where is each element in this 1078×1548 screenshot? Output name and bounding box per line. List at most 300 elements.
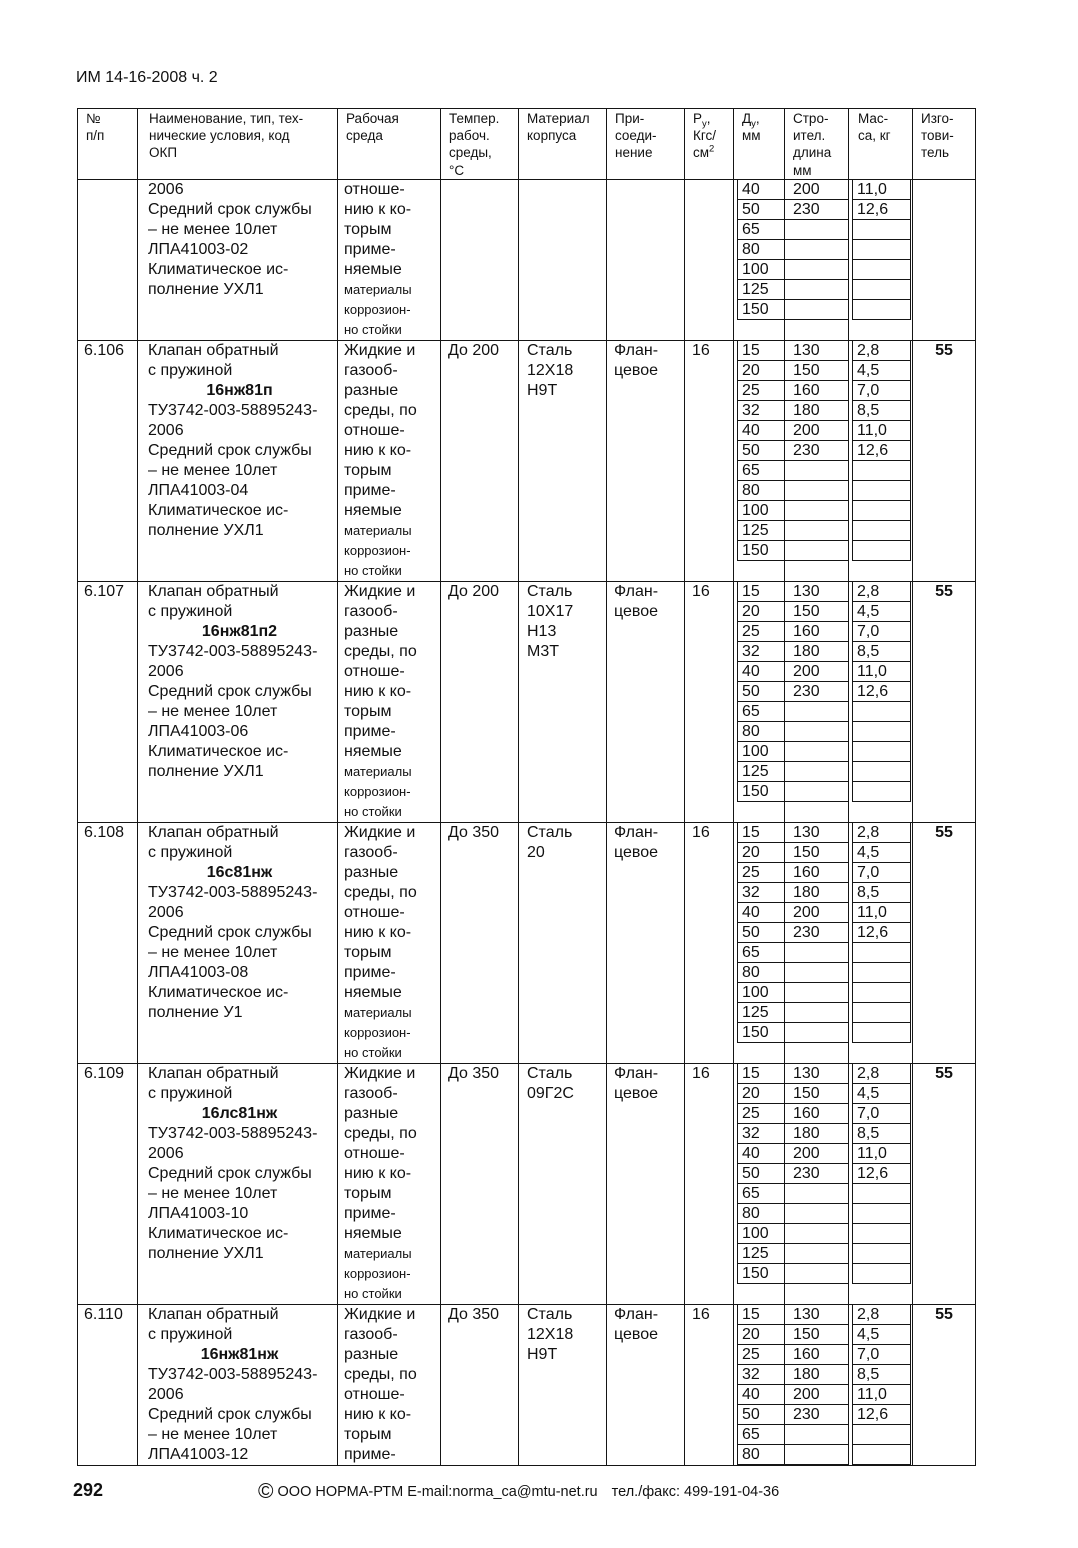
build-length-value: 150	[785, 602, 848, 622]
item-title-line: Клапан обратный	[148, 823, 279, 841]
item-model: 16нж81нж	[200, 1345, 279, 1363]
mass-value	[852, 260, 911, 280]
build-length-value: 160	[785, 1104, 848, 1124]
nominal-diameter-value: 150	[737, 541, 784, 561]
working-medium-line: няемые	[344, 260, 402, 278]
mass-value: 4,5	[852, 602, 911, 622]
item-detail-line: 2006	[148, 180, 184, 198]
working-medium-line: материалы	[344, 1245, 412, 1261]
working-medium-line: но стойки	[344, 321, 402, 337]
organization-name: ООО НОРМА-РТМ	[277, 1484, 404, 1500]
working-medium-line: коррозион-	[344, 542, 411, 558]
nominal-diameter-value: 80	[737, 1445, 784, 1465]
header-text-line: нические условия, код	[149, 128, 290, 144]
item-detail-line: ЛПА41003-08	[148, 963, 249, 981]
working-medium-line: отноше-	[344, 1385, 405, 1403]
pressure-subscript: у	[702, 118, 707, 130]
body-material-line: 12Х18	[527, 1325, 574, 1343]
build-length-value	[785, 280, 848, 300]
pressure-comma: ,	[706, 111, 711, 126]
connection-type-line: цевое	[614, 843, 658, 861]
item-detail-line: Климатическое ис-	[148, 260, 289, 278]
nominal-diameter-value: 25	[737, 863, 784, 883]
item-number: 6.107	[84, 582, 125, 600]
item-detail-line: 2006	[148, 1144, 184, 1162]
mass-value: 2,8	[852, 823, 911, 843]
item-description-cell	[138, 581, 338, 822]
pressure-cell	[685, 1304, 734, 1465]
header-text-line	[742, 110, 784, 130]
item-detail-line: ЛПА41003-12	[148, 1445, 249, 1463]
mass-value: 12,6	[852, 200, 911, 220]
manufacturer-code: 55	[935, 1305, 953, 1323]
mass-value	[852, 722, 911, 742]
item-model: 16с81нж	[206, 863, 273, 881]
build-length-value	[785, 541, 848, 561]
build-length-value	[785, 481, 848, 501]
header-build-length	[785, 109, 849, 180]
manufacturer-cell	[913, 179, 976, 340]
build-length-value: 230	[785, 682, 848, 702]
mass-value	[852, 943, 911, 963]
temperature-cell	[441, 581, 519, 822]
item-title-line: Клапан обратный	[148, 1305, 279, 1323]
pressure-cell	[685, 822, 734, 1063]
build-length-value	[785, 220, 848, 240]
working-medium-line: нию к ко-	[344, 1164, 412, 1182]
build-length-value	[785, 260, 848, 280]
manufacturer-cell	[913, 340, 976, 581]
mass-value: 2,8	[852, 582, 911, 602]
pressure-value: 16	[692, 1064, 710, 1082]
nominal-diameter-value: 100	[737, 742, 784, 762]
build-length-value	[785, 702, 848, 722]
item-detail-line: 2006	[148, 1385, 184, 1403]
nominal-diameter-value: 65	[737, 702, 784, 722]
header-text-line: среды,	[449, 145, 492, 161]
build-length-value	[785, 722, 848, 742]
item-detail-line: Климатическое ис-	[148, 1224, 289, 1242]
pressure-cell	[685, 179, 734, 340]
header-text-line: нение	[615, 145, 653, 161]
nominal-diameter-cell	[734, 179, 785, 340]
working-medium-line: приме-	[344, 240, 396, 258]
nominal-diameter-value: 50	[737, 441, 784, 461]
working-medium-line: материалы	[344, 1004, 412, 1020]
mass-value: 7,0	[852, 1345, 911, 1365]
item-title-line: с пружиной	[148, 361, 233, 379]
working-medium-line: коррозион-	[344, 1024, 411, 1040]
pressure-unit: см	[693, 145, 710, 161]
item-title-line: с пружиной	[148, 1084, 233, 1102]
build-length-value	[785, 1003, 848, 1023]
nominal-diameter-value: 125	[737, 280, 784, 300]
header-connection	[607, 109, 685, 180]
nominal-diameter-value: 40	[737, 180, 784, 200]
working-medium-line: газооб-	[344, 361, 398, 379]
pressure-value: 16	[692, 582, 710, 600]
build-length-value: 230	[785, 923, 848, 943]
connection-type-cell	[607, 1063, 685, 1304]
body-material-line: 12Х18	[527, 361, 574, 379]
temperature-cell	[441, 179, 519, 340]
temperature-value: До 350	[448, 1064, 500, 1082]
manufacturer-cell	[913, 581, 976, 822]
mass-cell	[849, 179, 913, 340]
mass-value: 8,5	[852, 883, 911, 903]
diameter-subscript: у	[751, 118, 756, 130]
nominal-diameter-cell	[734, 581, 785, 822]
connection-type-line: цевое	[614, 602, 658, 620]
connection-type-line: Флан-	[614, 1064, 659, 1082]
item-detail-line: Средний срок службы	[148, 1405, 312, 1423]
mass-value	[852, 963, 911, 983]
mass-value: 12,6	[852, 441, 911, 461]
table-row	[78, 822, 976, 1063]
mass-value: 8,5	[852, 1124, 911, 1144]
nominal-diameter-value: 150	[737, 1023, 784, 1043]
mass-value: 11,0	[852, 180, 911, 200]
mass-value: 8,5	[852, 1365, 911, 1385]
mass-value	[852, 280, 911, 300]
pressure-value: 16	[692, 1305, 710, 1323]
header-text-line: №	[86, 111, 101, 126]
phone-fax: тел./факс: 499-191-04-36	[611, 1484, 780, 1500]
working-medium-line: приме-	[344, 481, 396, 499]
item-title-line: Клапан обратный	[148, 341, 279, 359]
item-number-cell	[78, 179, 138, 340]
item-detail-line: ТУ3742-003-58895243-	[148, 1365, 318, 1383]
header-text-line: ител.	[793, 128, 826, 144]
nominal-diameter-value: 15	[737, 1305, 784, 1325]
mass-value: 4,5	[852, 1325, 911, 1345]
body-material-line: Н13	[527, 622, 557, 640]
working-medium-line: няемые	[344, 983, 402, 1001]
nominal-diameter-value: 32	[737, 883, 784, 903]
nominal-diameter-value: 50	[737, 1405, 784, 1425]
mass-value	[852, 1445, 911, 1465]
item-detail-line: ЛПА41003-06	[148, 722, 249, 740]
working-medium-line: приме-	[344, 1445, 396, 1463]
mass-value: 12,6	[852, 1405, 911, 1425]
temperature-value: До 350	[448, 823, 500, 841]
mass-value	[852, 762, 911, 782]
build-length-cell	[785, 340, 849, 581]
build-length-value	[785, 1244, 848, 1264]
header-text-line: Кгс/	[693, 128, 716, 144]
item-description-cell	[138, 822, 338, 1063]
working-medium-line: приме-	[344, 1204, 396, 1222]
build-length-value: 180	[785, 642, 848, 662]
build-length-value	[785, 1204, 848, 1224]
pressure-value: 16	[692, 823, 710, 841]
mass-value: 4,5	[852, 843, 911, 863]
mass-value: 11,0	[852, 1385, 911, 1405]
nominal-diameter-value: 65	[737, 461, 784, 481]
nominal-diameter-value: 50	[737, 200, 784, 220]
mass-value	[852, 1244, 911, 1264]
connection-type-line: Флан-	[614, 1305, 659, 1323]
build-length-cell	[785, 1063, 849, 1304]
body-material-line: Н9Т	[527, 1345, 558, 1363]
working-medium-line: торым	[344, 702, 392, 720]
nominal-diameter-value: 32	[737, 1124, 784, 1144]
body-material-cell	[519, 1304, 607, 1465]
build-length-value: 180	[785, 883, 848, 903]
nominal-diameter-value: 20	[737, 602, 784, 622]
item-description-cell	[138, 1063, 338, 1304]
nominal-diameter-value: 15	[737, 823, 784, 843]
mass-value	[852, 742, 911, 762]
item-title-line: с пружиной	[148, 1325, 233, 1343]
item-number: 6.108	[84, 823, 125, 841]
build-length-value: 180	[785, 1365, 848, 1385]
table-row	[78, 340, 976, 581]
header-text-line: Рабочая	[346, 111, 399, 126]
mass-value	[852, 240, 911, 260]
header-body-material	[519, 109, 607, 180]
pressure-value: 16	[692, 341, 710, 359]
working-medium-line: торым	[344, 461, 392, 479]
mass-value: 8,5	[852, 642, 911, 662]
email-address: norma_ca@mtu-net.ru	[452, 1484, 598, 1500]
build-length-cell	[785, 179, 849, 340]
mass-value	[852, 220, 911, 240]
mass-value	[852, 983, 911, 1003]
build-length-value	[785, 1023, 848, 1043]
body-material-cell	[519, 179, 607, 340]
mass-value: 7,0	[852, 1104, 911, 1124]
item-detail-line: полнение УХЛ1	[148, 280, 264, 298]
working-medium-line: отноше-	[344, 662, 405, 680]
mass-value: 8,5	[852, 401, 911, 421]
working-medium-line: нию к ко-	[344, 200, 412, 218]
valve-spec-table	[77, 108, 976, 1466]
item-detail-line: Средний срок службы	[148, 441, 312, 459]
working-medium-line: коррозион-	[344, 783, 411, 799]
build-length-value: 160	[785, 863, 848, 883]
mass-cell	[849, 340, 913, 581]
mass-value: 4,5	[852, 1084, 911, 1104]
build-length-value	[785, 1264, 848, 1284]
nominal-diameter-value: 150	[737, 782, 784, 802]
working-medium-line: но стойки	[344, 562, 402, 578]
manufacturer-cell	[913, 1304, 976, 1465]
working-medium-line: отноше-	[344, 180, 405, 198]
header-text-line: соеди-	[615, 128, 657, 144]
working-medium-line: няемые	[344, 742, 402, 760]
pressure-cell	[685, 340, 734, 581]
temperature-cell	[441, 340, 519, 581]
nominal-diameter-value: 125	[737, 521, 784, 541]
nominal-diameter-value: 125	[737, 1244, 784, 1264]
temperature-value: До 200	[448, 582, 500, 600]
mass-value	[852, 300, 911, 320]
item-detail-line: Средний срок службы	[148, 923, 312, 941]
manufacturer-code: 55	[935, 1064, 953, 1082]
body-material-line: 09Г2С	[527, 1084, 574, 1102]
body-material-cell	[519, 822, 607, 1063]
header-manufacturer	[913, 109, 976, 180]
nominal-diameter-value: 150	[737, 1264, 784, 1284]
build-length-value	[785, 983, 848, 1003]
build-length-value: 200	[785, 1144, 848, 1164]
nominal-diameter-value: 15	[737, 582, 784, 602]
connection-type-line: Флан-	[614, 823, 659, 841]
mass-value: 11,0	[852, 662, 911, 682]
header-working-medium	[338, 109, 441, 180]
mass-value: 2,8	[852, 341, 911, 361]
nominal-diameter-value: 25	[737, 381, 784, 401]
item-number: 6.109	[84, 1064, 125, 1082]
working-medium-line: среды, по	[344, 1124, 417, 1142]
table-body	[78, 179, 976, 1465]
nominal-diameter-value: 80	[737, 481, 784, 501]
build-length-value	[785, 943, 848, 963]
nominal-diameter-value: 32	[737, 1365, 784, 1385]
working-medium-cell	[338, 1063, 441, 1304]
item-detail-line: ЛПА41003-10	[148, 1204, 249, 1222]
nominal-diameter-value: 25	[737, 622, 784, 642]
working-medium-line: среды, по	[344, 883, 417, 901]
working-medium-line: разные	[344, 1345, 399, 1363]
build-length-value: 150	[785, 361, 848, 381]
item-number-cell	[78, 581, 138, 822]
body-material-line: 20	[527, 843, 545, 861]
item-number-cell	[78, 1304, 138, 1465]
mass-cell	[849, 1304, 913, 1465]
working-medium-line: газооб-	[344, 1084, 398, 1102]
working-medium-line: отноше-	[344, 903, 405, 921]
working-medium-line: среды, по	[344, 642, 417, 660]
build-length-value: 160	[785, 622, 848, 642]
mass-value: 7,0	[852, 381, 911, 401]
mass-value: 11,0	[852, 421, 911, 441]
build-length-cell	[785, 822, 849, 1063]
build-length-value	[785, 240, 848, 260]
nominal-diameter-value: 125	[737, 1003, 784, 1023]
build-length-value: 200	[785, 662, 848, 682]
working-medium-line: материалы	[344, 522, 412, 538]
item-detail-line: Средний срок службы	[148, 682, 312, 700]
working-medium-line: няемые	[344, 501, 402, 519]
build-length-value: 150	[785, 1084, 848, 1104]
build-length-value: 160	[785, 1345, 848, 1365]
mass-value	[852, 1023, 911, 1043]
connection-type-cell	[607, 340, 685, 581]
connection-type-cell	[607, 1304, 685, 1465]
item-model: 16нж81п2	[201, 622, 278, 640]
nominal-diameter-value: 65	[737, 943, 784, 963]
body-material-line: Сталь	[527, 823, 573, 841]
working-medium-line: газооб-	[344, 602, 398, 620]
mass-value	[852, 1184, 911, 1204]
item-detail-line: ТУ3742-003-58895243-	[148, 1124, 318, 1142]
working-medium-line: торым	[344, 1184, 392, 1202]
build-length-value	[785, 742, 848, 762]
item-detail-line: ЛПА41003-02	[148, 240, 249, 258]
mass-value: 11,0	[852, 1144, 911, 1164]
header-nominal-diameter	[734, 109, 785, 180]
nominal-diameter-value: 40	[737, 1385, 784, 1405]
body-material-line: Сталь	[527, 582, 573, 600]
body-material-line: М3Т	[527, 642, 559, 660]
table-row	[78, 1304, 976, 1465]
connection-type-cell	[607, 179, 685, 340]
manufacturer-cell	[913, 1063, 976, 1304]
nominal-diameter-value: 50	[737, 682, 784, 702]
pressure-unit-power: 2	[709, 143, 715, 155]
footer	[258, 1482, 779, 1502]
item-detail-line: полнение УХЛ1	[148, 521, 264, 539]
item-title-line: Клапан обратный	[148, 582, 279, 600]
build-length-value: 130	[785, 823, 848, 843]
document-code: ИМ 14-16-2008 ч. 2	[76, 69, 218, 86]
item-detail-line: – не менее 10лет	[148, 1184, 278, 1202]
body-material-cell	[519, 1063, 607, 1304]
working-medium-line: отноше-	[344, 1144, 405, 1162]
item-detail-line: Климатическое ис-	[148, 742, 289, 760]
item-detail-line: полнение У1	[148, 1003, 243, 1021]
email-label: E-mail:	[407, 1484, 453, 1500]
nominal-diameter-value: 150	[737, 300, 784, 320]
build-length-value	[785, 521, 848, 541]
mass-value	[852, 481, 911, 501]
table-row	[78, 179, 976, 340]
build-length-value	[785, 963, 848, 983]
build-length-value: 200	[785, 421, 848, 441]
nominal-diameter-value: 80	[737, 240, 784, 260]
working-medium-cell	[338, 340, 441, 581]
item-detail-line: 2006	[148, 662, 184, 680]
working-medium-line: газооб-	[344, 843, 398, 861]
build-length-value: 200	[785, 903, 848, 923]
body-material-line: Сталь	[527, 341, 573, 359]
working-medium-line: среды, по	[344, 1365, 417, 1383]
item-description-cell	[138, 1304, 338, 1465]
item-detail-line: Климатическое ис-	[148, 501, 289, 519]
header-text-line: Изго-	[921, 111, 954, 126]
item-title-line: с пружиной	[148, 602, 233, 620]
item-detail-line: ТУ3742-003-58895243-	[148, 401, 318, 419]
item-number-cell	[78, 822, 138, 1063]
nominal-diameter-value: 50	[737, 1164, 784, 1184]
working-medium-cell	[338, 1304, 441, 1465]
pressure-cell	[685, 581, 734, 822]
build-length-value: 180	[785, 1124, 848, 1144]
nominal-diameter-value: 25	[737, 1345, 784, 1365]
header-text-line	[693, 110, 733, 130]
working-medium-line: но стойки	[344, 803, 402, 819]
item-title-line: с пружиной	[148, 843, 233, 861]
working-medium-line: но стойки	[344, 1285, 402, 1301]
mass-value: 12,6	[852, 923, 911, 943]
header-text-line: мм	[742, 128, 761, 144]
build-length-value: 130	[785, 1064, 848, 1084]
mass-value: 2,8	[852, 1064, 911, 1084]
pressure-cell	[685, 1063, 734, 1304]
mass-cell	[849, 581, 913, 822]
item-number: 6.106	[84, 341, 125, 359]
item-number-cell	[78, 1063, 138, 1304]
nominal-diameter-value: 65	[737, 1184, 784, 1204]
nominal-diameter-value: 100	[737, 1224, 784, 1244]
header-text-line: Наименование, тип, тех-	[149, 111, 304, 126]
nominal-diameter-value: 125	[737, 762, 784, 782]
item-detail-line: – не менее 10лет	[148, 220, 278, 238]
temperature-value: До 350	[448, 1305, 500, 1323]
body-material-cell	[519, 581, 607, 822]
